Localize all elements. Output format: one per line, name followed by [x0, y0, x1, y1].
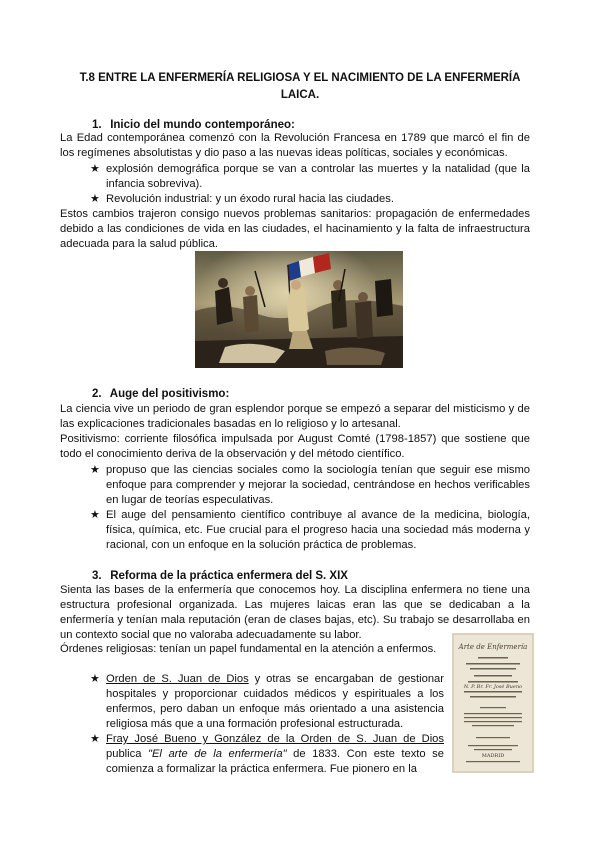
section-title: Reforma de la práctica enfermera del S. XIX	[110, 570, 348, 582]
bullet-item: ★ explosión demográfica porque se van a controlar las muertes y la natalidad (que la infancia sobreviva).	[90, 163, 530, 190]
star-bullet-icon: ★	[90, 163, 101, 175]
liberty-painting-image	[195, 251, 403, 368]
star-bullet-icon: ★	[90, 733, 101, 745]
section-3-heading	[92, 569, 348, 584]
arte-enfermeria-book-cover-image	[452, 633, 534, 773]
bullet-item: ★ Revolución industrial: y un éxodo rural hacia las ciudades.	[90, 193, 394, 205]
book-cover-title: Arte de Enfermería	[458, 643, 528, 651]
section-2-intro: La ciencia vive un periodo de gran esplendor porque se empezó a separar del misticismo y de las explicaciones tradicionales basadas en lo religioso y lo artesanal.	[60, 403, 530, 430]
bullet-item: ★ El auge del pensamiento científico contribuye al avance de la medicina, biología, física, química, etc. Fue crucial para el progreso hacia una sociedad más moderna y racional, con un enfoque en la solución práctica de problemas.	[90, 509, 530, 551]
book-cover-author: N. P. Br. Fr. José Bueno	[463, 684, 523, 690]
section-3-intro: Sienta las bases de la enfermería que conocemos hoy. La disciplina enfermera no tiene una estructura profesional organizada. Las mujeres laicas eran las que se dedicaban a la enfermería y tenían mala reputación (eran de clases bajas, etc). Su trabajo se desarrollaba en un contexto social que no valoraba adecuadamente su labor.	[60, 584, 530, 641]
section-number: 3.	[92, 570, 102, 582]
section-number: 1.	[92, 119, 102, 131]
bullet-item: ★ Fray José Bueno y González de la Orden de S. Juan de Dios publica "El arte de la enfermería" de 1833. Con este texto se comienza a formalizar la práctica enfermera. Fue pionero en la	[90, 733, 444, 775]
star-bullet-icon: ★	[90, 464, 101, 476]
section-title: Auge del positivismo:	[109, 388, 230, 400]
bullet-item: ★ propuso que las ciencias sociales como la sociología tenían que seguir ese mismo enfoque para comprender y mejorar la sociedad, centrándose en hechos verificables en lugar de teorías especulativas.	[90, 464, 530, 506]
section-3-ordenes: Órdenes religiosas: tenían un papel fundamental en la atención a enfermos.	[60, 643, 437, 655]
star-bullet-icon: ★	[90, 673, 101, 685]
star-bullet-icon: ★	[90, 509, 101, 521]
section-number: 2.	[92, 388, 102, 400]
fray-jose-bueno-link[interactable]: Fray José Bueno y González de la Orden de S. Juan de Dios	[106, 733, 444, 745]
section-title: Inicio del mundo contemporáneo:	[110, 119, 295, 131]
page-title: T.8 ENTRE LA ENFERMERÍA RELIGIOSA Y EL NACIMIENTO DE LA ENFERMERÍA LAICA.	[79, 72, 521, 101]
section-1-outro: Estos cambios trajeron consigo nuevos problemas sanitarios: propagación de enfermedades debido a las condiciones de vida en las ciudades, el hacinamiento y la falta de infraestructura adecuada para la salud pública.	[60, 208, 530, 250]
section-1-intro: La Edad contemporánea comenzó con la Revolución Francesa en 1789 que marcó el fin de los regímenes absolutistas y dio paso a las nuevas ideas políticas, sociales y económicas.	[60, 132, 530, 159]
book-title: "El arte de la enfermería"	[148, 748, 287, 760]
book-cover-publisher: MADRID	[481, 753, 505, 759]
section-2-positivismo: Positivismo: corriente filosófica impulsada por August Comté (1798-1857) que sostiene que todo el conocimiento deriva de la observación y del método científico.	[60, 433, 530, 460]
star-bullet-icon: ★	[90, 193, 101, 205]
bullet-item: ★ Orden de S. Juan de Dios y otras se encargaban de gestionar hospitales y proporcionar cuidados médicos y espirituales a los enfermos, pero daban un enfoque más orientado a una asistencia religiosa más que a una formación profesional estructurada.	[90, 673, 444, 730]
section-2-heading	[92, 387, 229, 402]
orden-san-juan-link[interactable]: Orden de S. Juan de Dios	[106, 673, 249, 685]
